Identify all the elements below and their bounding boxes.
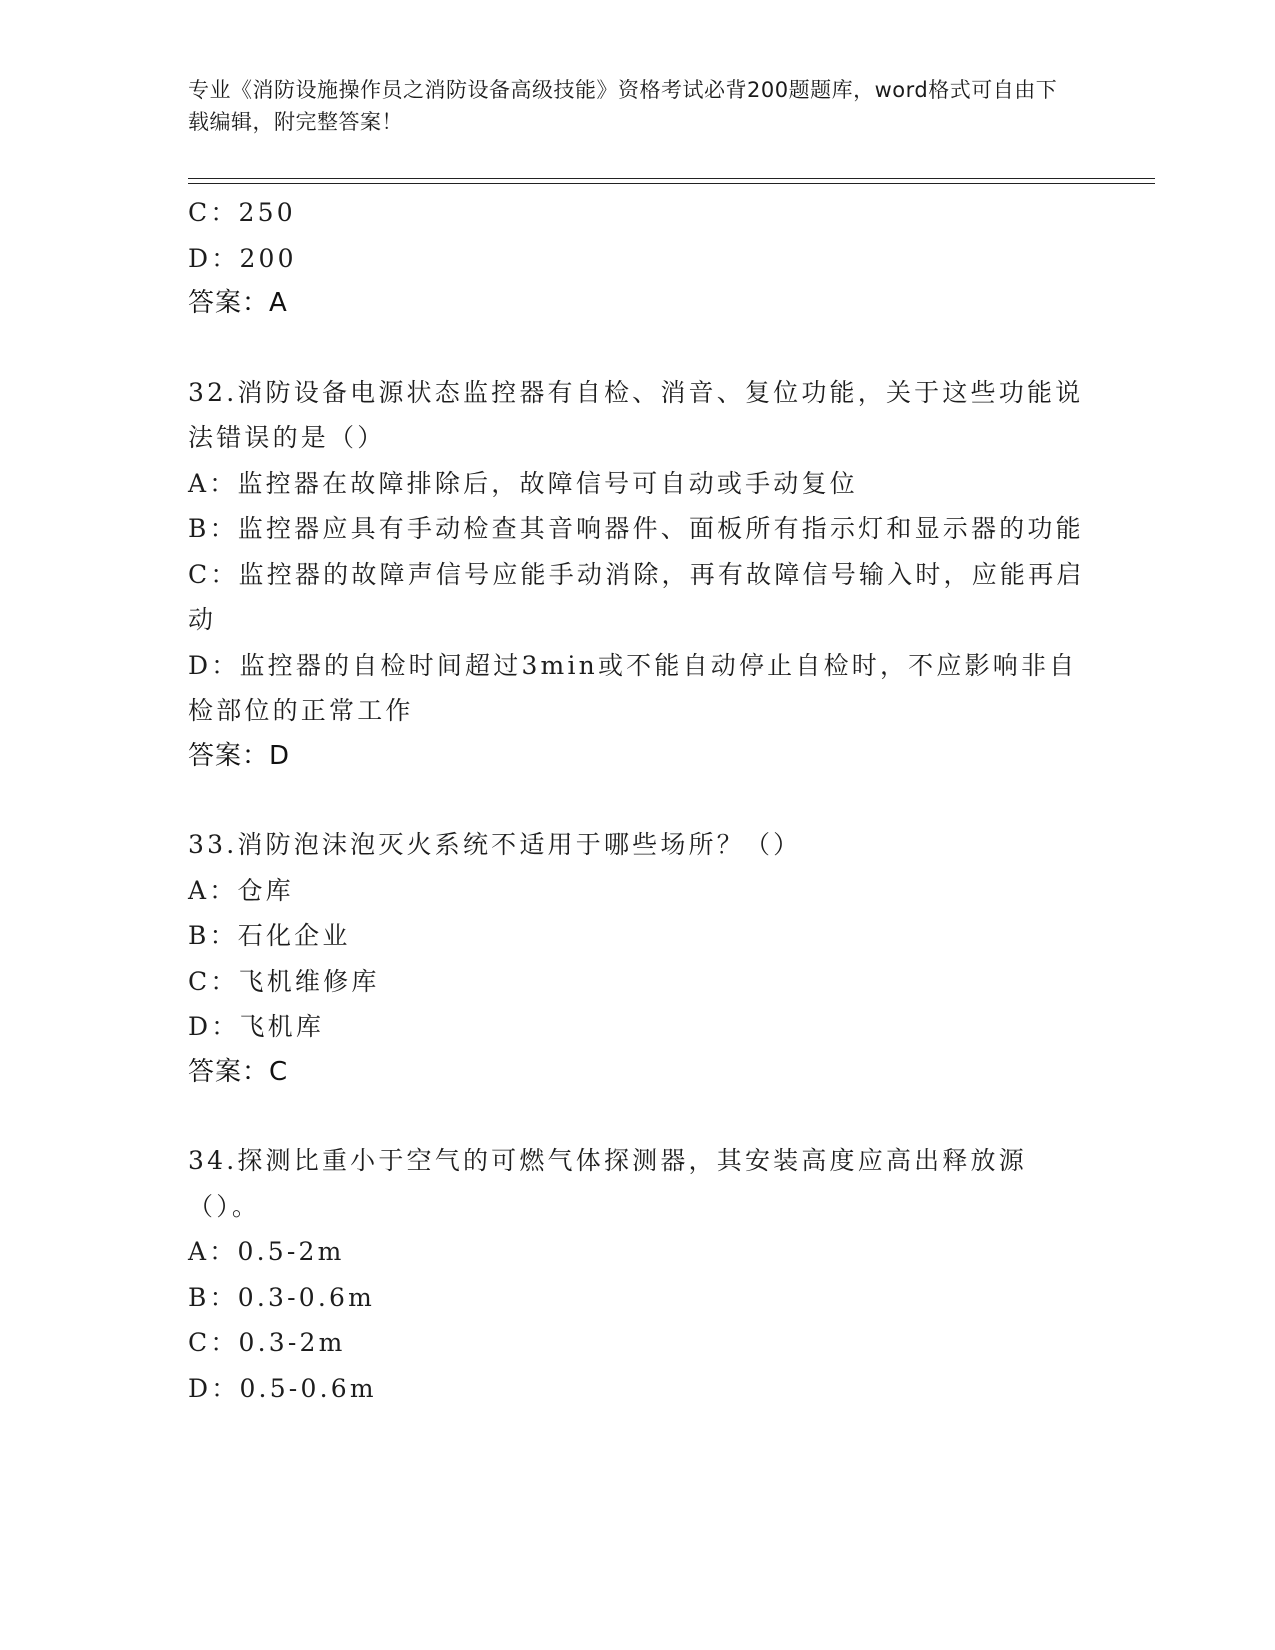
question-33 xyxy=(188,822,1088,1095)
option-a xyxy=(188,868,1088,914)
option-d xyxy=(188,236,1088,282)
document-header: 专业《消防设施操作员之消防设备高级技能》资格考试必背200题题库，word格式可自由下载编辑，附完整答案！ xyxy=(188,78,1058,134)
question-content xyxy=(188,190,1088,1411)
spacer xyxy=(188,1095,1088,1138)
option-label: B： xyxy=(188,514,238,543)
question-stem: 34.探测比重小于空气的可燃气体探测器，其安装高度应高出释放源（）。 xyxy=(188,1146,1027,1221)
option-text: 飞机维修库 xyxy=(238,966,380,996)
header-rule-bottom xyxy=(188,183,1155,184)
question-stem: 32.消防设备电源状态监控器有自检、消音、复位功能，关于这些功能说法错误的是（） xyxy=(188,377,1084,452)
spacer xyxy=(188,327,1088,370)
option-text: 0.5-0.6m xyxy=(239,1373,377,1403)
option-label: D： xyxy=(188,1012,240,1041)
option-text: 200 xyxy=(239,243,297,273)
option-d xyxy=(188,643,1088,734)
option-d xyxy=(188,1004,1088,1050)
option-d xyxy=(188,1366,1088,1412)
option-a xyxy=(188,1229,1088,1275)
option-label: B： xyxy=(188,921,238,950)
answer-line: 答案：A xyxy=(188,288,288,318)
option-label: A： xyxy=(188,1237,238,1266)
option-c xyxy=(188,190,1088,236)
option-label: D： xyxy=(188,650,240,680)
option-label: C： xyxy=(188,198,239,227)
option-label: D： xyxy=(188,243,240,273)
spacer xyxy=(188,779,1088,822)
option-label: C： xyxy=(188,559,239,589)
option-label: A： xyxy=(188,468,238,498)
option-text: 仓库 xyxy=(237,875,294,905)
option-label: C： xyxy=(188,966,239,996)
question-34 xyxy=(188,1138,1088,1411)
option-text: 监控器应具有手动检查其音响器件、面板所有指示灯和显示器的功能 xyxy=(237,514,1084,543)
option-label: C： xyxy=(188,1328,239,1357)
option-label: D： xyxy=(188,1373,240,1403)
option-text: 250 xyxy=(238,198,296,227)
option-c xyxy=(188,959,1088,1005)
option-a xyxy=(188,461,1088,507)
option-text: 监控器的故障声信号应能手动消除，再有故障信号输入时，应能再启动 xyxy=(188,559,1085,634)
question-31-tail xyxy=(188,190,1088,327)
option-label: B： xyxy=(188,1282,238,1312)
question-32 xyxy=(188,370,1088,780)
option-text: 石化企业 xyxy=(237,921,351,950)
option-text: 监控器在故障排除后，故障信号可自动或手动复位 xyxy=(237,468,858,498)
option-text: 0.5-2m xyxy=(237,1237,345,1266)
option-text: 飞机库 xyxy=(239,1012,325,1041)
answer-line: 答案：D xyxy=(188,740,291,771)
option-c xyxy=(188,1320,1088,1366)
option-b xyxy=(188,1275,1088,1321)
option-text: 0.3-2m xyxy=(238,1328,346,1357)
question-stem: 33.消防泡沫泡灭火系统不适用于哪些场所？（） xyxy=(188,830,802,859)
option-text: 0.3-0.6m xyxy=(237,1282,376,1312)
option-b xyxy=(188,913,1088,959)
option-c xyxy=(188,552,1088,643)
option-label: A： xyxy=(188,875,238,905)
option-b xyxy=(188,506,1088,552)
header-rule-top xyxy=(188,178,1155,179)
answer-line: 答案：C xyxy=(188,1056,289,1087)
option-text: 监控器的自检时间超过3min或不能自动停止自检时，不应影响非自检部位的正常工作 xyxy=(188,650,1078,725)
